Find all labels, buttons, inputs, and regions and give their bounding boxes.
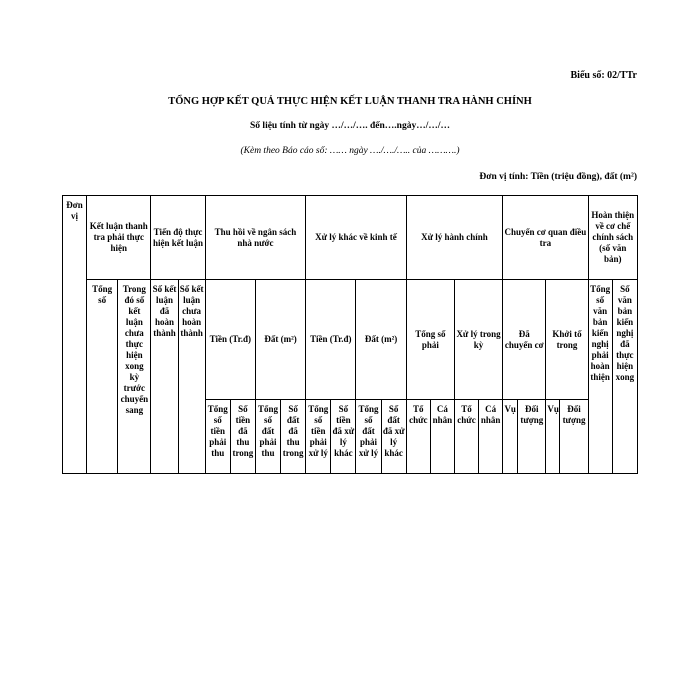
header-col-tong-tien-phai-xu-ly: Tổng số tiền phải xử lý	[306, 400, 331, 474]
header-hoan-thien: Hoàn thiện về cơ chế chính sách (số văn bản)	[588, 196, 637, 280]
header-tong-so-phai: Tổng số phải	[406, 280, 454, 400]
header-xu-ly-hanh-chinh: Xử lý hành chính	[406, 196, 502, 280]
document-title: TỔNG HỢP KẾT QUẢ THỰC HIỆN KẾT LUẬN THANH TRA HÀNH CHÍNH	[168, 96, 532, 107]
header-xu-ly-trong-ky: Xử lý trong kỳ	[454, 280, 502, 400]
header-khoi-to: Khởi tố trong	[546, 280, 588, 400]
header-tien-thu-hoi: Tiền (Tr.đ)	[205, 280, 255, 400]
header-col-tien-da-xu-ly: Số tiền đã xử lý khác	[331, 400, 356, 474]
header-col-ca-nhan-phai: Cá nhân	[430, 400, 454, 474]
header-col-doi-tuong-khoi-to: Đối tượng	[560, 400, 588, 474]
header-trong-do: Trong đó số kết luận chưa thực hiện xong kỳ trước chuyển sang	[118, 280, 151, 474]
header-tien-xu-ly: Tiền (Tr.đ)	[306, 280, 356, 400]
header-vb-da-thuc-hien: Số văn bản kiến nghị đã thực hiện xong	[612, 280, 637, 474]
header-col-vu-khoi-to: Vụ	[546, 400, 560, 474]
reporting-period: Số liệu tính từ ngày …/…/…. đến….ngày…/…/…	[250, 121, 450, 131]
header-col-tong-tien-phai-thu: Tổng số tiền phải thu	[205, 400, 230, 474]
header-col-tong-dat-phai-xu-ly: Tổng số đất phải xử lý	[356, 400, 381, 474]
header-chuyen-co-quan: Chuyển cơ quan điều tra	[503, 196, 588, 280]
header-thu-hoi: Thu hồi về ngân sách nhà nước	[205, 196, 306, 280]
header-dat-xu-ly: Đất (m²)	[356, 280, 406, 400]
header-xu-ly-kinh-te: Xử lý khác về kinh tế	[306, 196, 407, 280]
header-dat-thu-hoi: Đất (m²)	[255, 280, 305, 400]
header-tong-so: Tổng số	[87, 280, 118, 474]
header-col-vu-chuyen: Vụ	[503, 400, 518, 474]
header-col-tong-dat-phai-thu: Tổng số đất phải thu	[255, 400, 280, 474]
header-don-vi: Đơn vị	[63, 196, 87, 474]
header-col-tien-da-thu: Số tiền đã thu trong	[230, 400, 255, 474]
attachment-note: (Kèm theo Báo cáo số: …… ngày …./…./….. của ……….)	[240, 146, 460, 156]
header-tien-do: Tiến độ thực hiện kết luận	[151, 196, 205, 280]
header-col-ca-nhan-xu-ly: Cá nhân	[479, 400, 503, 474]
header-ket-luan: Kết luận thanh tra phải thực hiện	[87, 196, 151, 280]
summary-table	[62, 195, 638, 474]
header-col-dat-da-thu: Số đất đã thu trong	[281, 400, 306, 474]
header-vb-kien-nghi: Tổng số văn bản kiến nghị phải hoàn thiện	[588, 280, 612, 474]
header-col-to-chuc-phai: Tổ chức	[406, 400, 430, 474]
header-col-doi-tuong-chuyen: Đối tượng	[518, 400, 546, 474]
form-code: Biểu số: 02/TTr	[570, 70, 637, 81]
header-da-chuyen: Đã chuyển cơ	[503, 280, 546, 400]
unit-of-measure: Đơn vị tính: Tiền (triệu đồng), đất (m²)	[479, 172, 637, 182]
header-col-dat-da-xu-ly: Số đất đã xử lý khác	[381, 400, 406, 474]
header-chua-hoan-thanh: Số kết luận chưa hoàn thành	[178, 280, 205, 474]
header-col-to-chuc-xu-ly: Tổ chức	[454, 400, 478, 474]
header-da-hoan-thanh: Số kết luận đã hoàn thành	[151, 280, 178, 474]
